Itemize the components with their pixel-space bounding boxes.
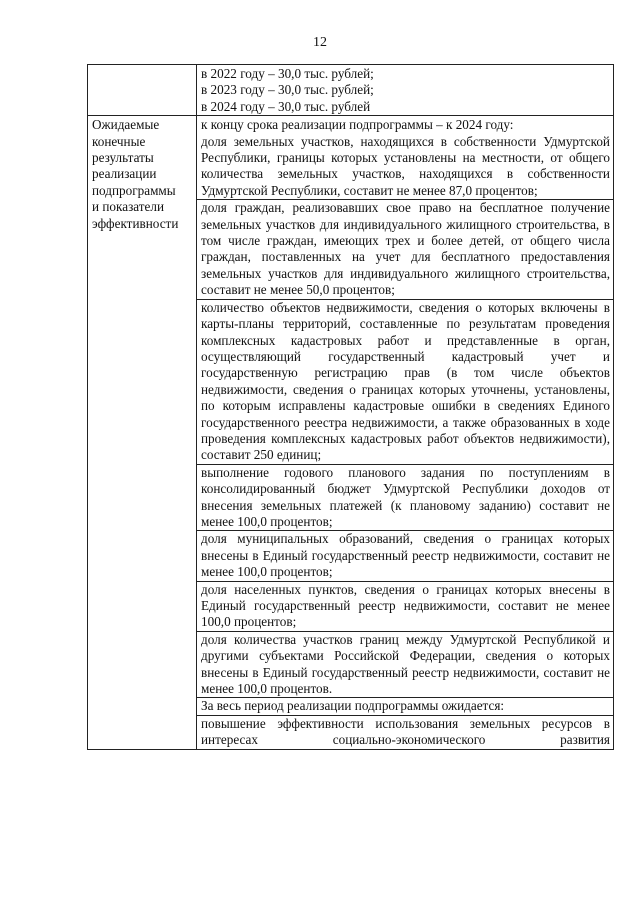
result-paragraph: доля граждан, реализовавших свое право на бесплатное получение земельных участков для индивидуального жилищного строительства, в том числе граждан, имеющих трех и более детей, от общего числа граждан, поставленных на учет для бесплатного предоставления земельных участков для индивидуального жилищного строительства, составит не менее 50,0 процентов;: [197, 199, 613, 298]
period-intro: За весь период реализации подпрограммы ожидается:: [197, 697, 613, 714]
result-paragraph: выполнение годового планового задания по поступлениям в консолидированный бюджет Удмуртской Республики доходов от внесения земельных платежей (к плановому заданию) составит не менее 100,0 процентов;: [197, 464, 613, 531]
result-paragraph: доля муниципальных образований, сведения о границах которых внесены в Единый государственный реестр недвижимости, составит не менее 100,0 процентов;: [197, 530, 613, 580]
subprogram-passport-table: [87, 64, 614, 750]
label-line: эффективности: [92, 215, 179, 231]
funding-line-2024: в 2024 году – 30,0 тыс. рублей: [201, 98, 371, 114]
final-paragraph: повышение эффективности использования земельных ресурсов в интересах социально-экономического развития: [197, 715, 613, 749]
label-line: Ожидаемые: [92, 117, 160, 133]
intro-text: к концу срока реализации подпрограммы – к 2024 году:: [201, 117, 514, 133]
label-line: результаты: [92, 150, 154, 166]
table-row: [88, 65, 614, 116]
result-paragraph: доля населенных пунктов, сведения о границах которых внесены в Единый государственный реестр недвижимости, составит не менее 100,0 процентов;: [197, 581, 613, 631]
label-line: и показатели: [92, 199, 165, 215]
result-paragraph: количество объектов недвижимости, сведения о которых включены в карты-планы территорий, составленные по результатам проведения комплексных кадастровых работ и представленные в орган, осуществляющий государственный кадастровый учет и государственную регистрацию прав (в том числе объектов недвижимости, сведения о границах которых уточнены, установлены, по которым исправлены кадастровые ошибки в сведениях Единого государственного реестра недвижимости, а также образованных в ходе проведения комплексных кадастровых работ объектов недвижимости), составит 250 единиц;: [197, 299, 613, 464]
funding-line-2023: в 2023 году – 30,0 тыс. рублей;: [201, 82, 374, 98]
funding-line-2022: в 2022 году – 30,0 тыс. рублей;: [201, 66, 374, 81]
label-line: конечные: [92, 133, 146, 149]
table-row: [88, 116, 614, 749]
result-paragraph: доля количества участков границ между Удмуртской Республикой и другими субъектами Российской Федерации, сведения о которых внесены в Единый государственный реестр недвижимости, составит не менее 100,0 процентов.: [197, 631, 613, 698]
label-line: реализации: [92, 166, 157, 182]
row-label-empty: [88, 65, 197, 116]
page-number: 12: [313, 35, 327, 50]
funding-cell: [197, 65, 614, 116]
label-line: подпрограммы: [92, 182, 176, 198]
row-label-expected-results: [88, 116, 197, 749]
result-paragraph: доля земельных участков, находящихся в собственности Удмуртской Республики, границы которых установлены на местности, от общего количества земельных участков, находящихся в собственности Удмуртской Республики, составит не менее 87,0 процентов;: [201, 133, 610, 198]
expected-results-cell: [197, 116, 614, 749]
